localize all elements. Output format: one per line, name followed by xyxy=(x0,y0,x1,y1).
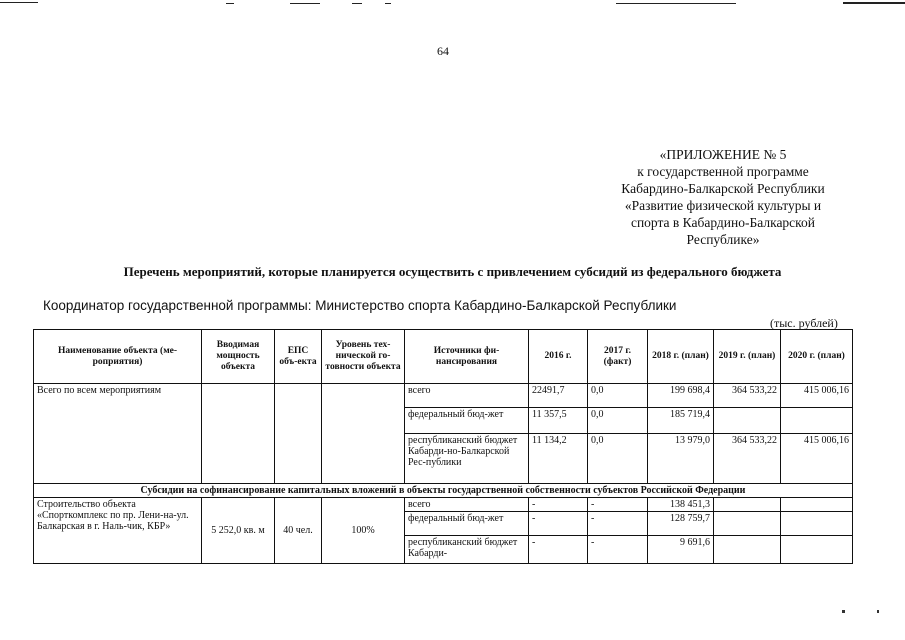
scan-speck xyxy=(877,610,879,613)
object-name: Строительство объекта «Спорткомплекс по пр. Лени-на-ул. Балкарская в г. Наль-чик, КБР» xyxy=(34,498,202,564)
header-2018: 2018 г. (план) xyxy=(648,330,714,384)
header-readiness: Уровень тех-нической го-товности объекта xyxy=(322,330,405,384)
total-eps xyxy=(275,384,322,484)
table-row xyxy=(34,384,853,408)
appendix-line: Республике» xyxy=(686,232,760,247)
source-cell: федеральный бюд-жет xyxy=(405,408,529,434)
coordinator-line: Координатор государственной программы: Министерство спорта Кабардино-Балкарской Республики xyxy=(43,298,677,313)
value-2020: 415 006,16 xyxy=(781,434,853,484)
source-cell: всего xyxy=(405,384,529,408)
value-2018: 138 451,3 xyxy=(648,498,714,512)
total-readiness xyxy=(322,384,405,484)
source-cell: федеральный бюд-жет xyxy=(405,512,529,536)
units-label: (тыс. рублей) xyxy=(770,316,838,330)
value-2020 xyxy=(781,512,853,536)
value-2019 xyxy=(714,512,781,536)
page-number: 64 xyxy=(437,44,449,58)
scan-artifact-line xyxy=(843,2,905,4)
total-name: Всего по всем мероприятиям xyxy=(34,384,202,484)
scan-artifact-line xyxy=(352,3,362,4)
header-capacity: Вводимая мощность объекта xyxy=(202,330,275,384)
value-2017: - xyxy=(588,536,648,564)
appendix-line: спорта в Кабардино-Балкарской xyxy=(630,215,816,230)
header-2019: 2019 г. (план) xyxy=(714,330,781,384)
object-capacity: 5 252,0 кв. м xyxy=(202,498,275,564)
appendix-line: к государственной программе xyxy=(637,164,809,179)
object-readiness: 100% xyxy=(322,498,405,564)
value-2016: 11 134,2 xyxy=(529,434,588,484)
scan-speck xyxy=(842,610,845,613)
value-2018: 13 979,0 xyxy=(648,434,714,484)
document-title: Перечень мероприятий, которые планируется осуществить с привлечением субсидий из федерального бюджета xyxy=(123,264,782,279)
value-2019 xyxy=(714,536,781,564)
appendix-line: «Развитие физической культуры и xyxy=(624,198,822,213)
table-row xyxy=(34,498,853,512)
header-2020: 2020 г. (план) xyxy=(781,330,853,384)
header-2016: 2016 г. xyxy=(529,330,588,384)
value-2019: 364 533,22 xyxy=(714,434,781,484)
value-2016: - xyxy=(529,512,588,536)
value-2020 xyxy=(781,408,853,434)
value-2017: - xyxy=(588,498,648,512)
value-2016: 22491,7 xyxy=(529,384,588,408)
source-cell: республиканский бюджет Кабарди-но-Балкарской Рес-публики xyxy=(405,434,529,484)
source-cell: республиканский бюджет Кабарди- xyxy=(405,536,529,564)
value-2018: 185 719,4 xyxy=(648,408,714,434)
section-title: Субсидии на софинансирование капитальных вложений в объекты государственной собственности субъектов Российской Федерации xyxy=(34,484,853,498)
value-2016: - xyxy=(529,536,588,564)
value-2017: - xyxy=(588,512,648,536)
scan-artifact-line xyxy=(226,3,234,4)
header-sources: Источники фи-нансирования xyxy=(405,330,529,384)
section-row xyxy=(34,484,853,498)
source-cell: всего xyxy=(405,498,529,512)
value-2017: 0,0 xyxy=(588,384,648,408)
value-2020 xyxy=(781,498,853,512)
value-2019 xyxy=(714,498,781,512)
total-capacity xyxy=(202,384,275,484)
scan-artifact-line xyxy=(616,3,736,4)
value-2019: 364 533,22 xyxy=(714,384,781,408)
object-eps: 40 чел. xyxy=(275,498,322,564)
scan-artifact-line xyxy=(385,3,391,4)
header-eps: ЕПС объ-екта xyxy=(275,330,322,384)
appendix-line: Кабардино-Балкарской Республики xyxy=(621,181,825,196)
table-header-row xyxy=(34,330,853,384)
scan-artifact-line xyxy=(290,3,320,4)
value-2020 xyxy=(781,536,853,564)
scan-artifact-line xyxy=(0,2,38,3)
appendix-header xyxy=(588,146,858,248)
value-2018: 128 759,7 xyxy=(648,512,714,536)
header-name: Наименование объекта (ме-роприятия) xyxy=(34,330,202,384)
value-2020: 415 006,16 xyxy=(781,384,853,408)
appendix-line: «ПРИЛОЖЕНИЕ № 5 xyxy=(659,147,787,162)
value-2016: - xyxy=(529,498,588,512)
header-2017: 2017 г. (факт) xyxy=(588,330,648,384)
value-2016: 11 357,5 xyxy=(529,408,588,434)
value-2018: 9 691,6 xyxy=(648,536,714,564)
value-2017: 0,0 xyxy=(588,408,648,434)
value-2018: 199 698,4 xyxy=(648,384,714,408)
measures-table xyxy=(33,329,853,564)
value-2019 xyxy=(714,408,781,434)
value-2017: 0,0 xyxy=(588,434,648,484)
